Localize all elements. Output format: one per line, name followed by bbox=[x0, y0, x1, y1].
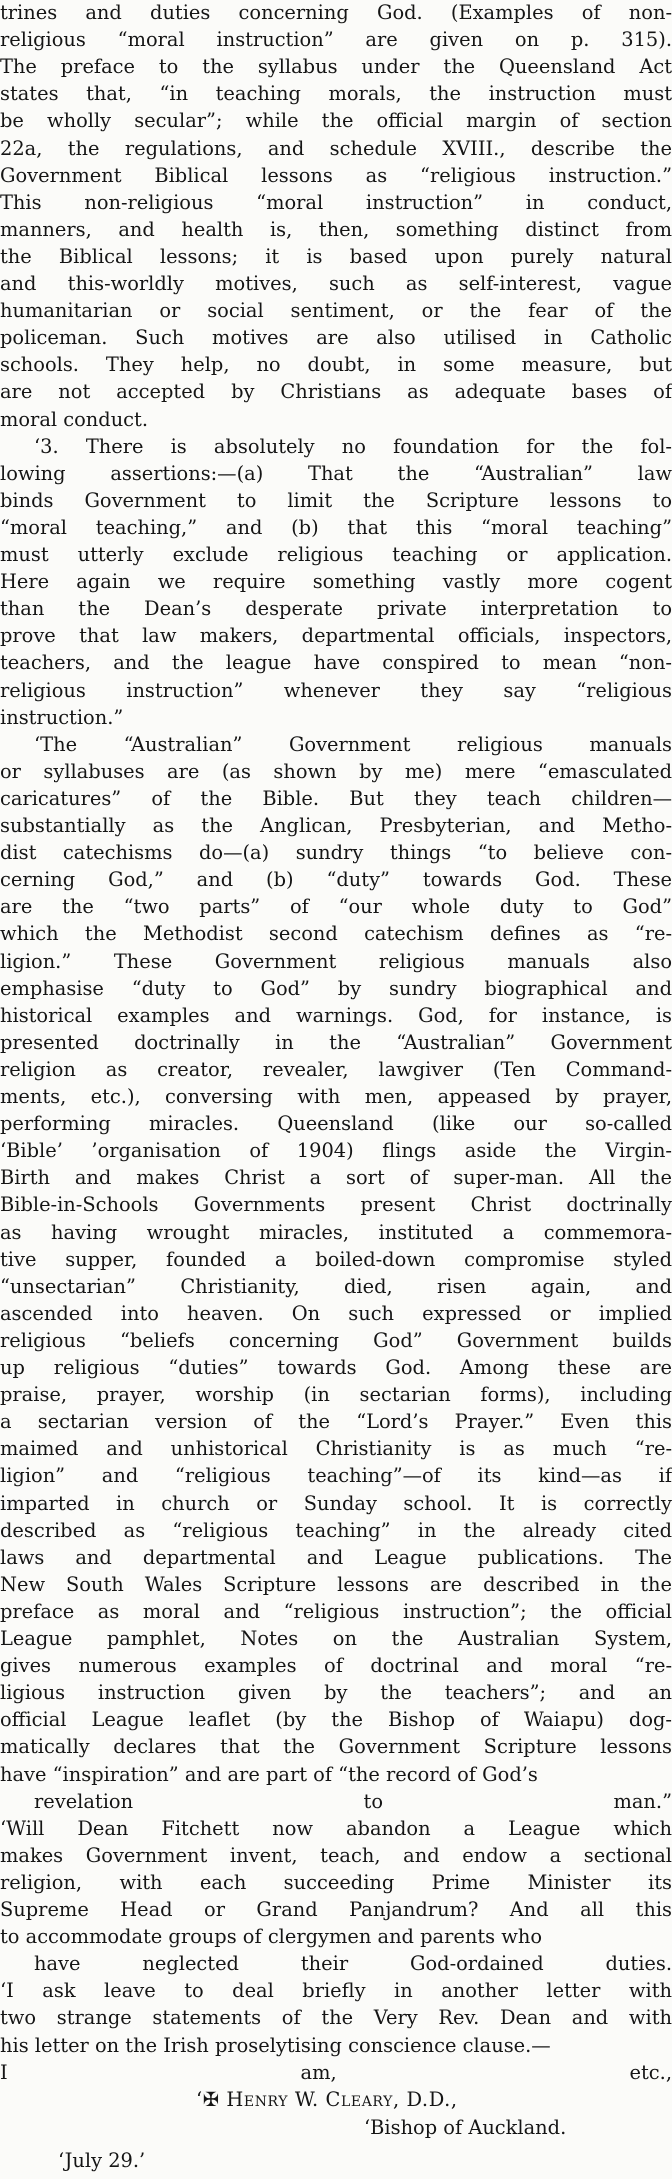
text-line: cerning God,” and (b) “duty” towards God. These bbox=[0, 868, 672, 892]
text-line: described as “religious teaching” in the already cited bbox=[0, 1518, 672, 1542]
text-line: must utterly exclude religious teaching or application. bbox=[0, 543, 672, 566]
text-line: “moral teaching,” and (b) that this “moral teaching” bbox=[0, 515, 672, 539]
text-line: tive supper, founded a boiled-down compromise styled bbox=[0, 1247, 672, 1271]
signature-title: ‘Bishop of Auckland. bbox=[364, 2116, 567, 2139]
text-line: I am, etc., bbox=[0, 2060, 672, 2084]
text-line: ligious instruction given by the teachers”; and an bbox=[0, 1681, 672, 1705]
text-line: manners, and health is, then, something distinct from bbox=[0, 217, 672, 241]
text-line: ‘3. There is absolutely no foundation for the fol- bbox=[34, 434, 672, 458]
text-line: moral conduct. bbox=[0, 407, 148, 431]
text-line: imparted in church or Sunday school. It is correctly bbox=[0, 1491, 672, 1515]
text-line: caricatures” of the Bible. But they teach children— bbox=[0, 786, 672, 810]
text-line: and this-worldly motives, such as self-interest, vague bbox=[0, 272, 672, 295]
text-line: matically declares that the Government Scripture lessons bbox=[0, 1735, 672, 1759]
text-line: his letter on the Irish proselytising conscience clause.— bbox=[0, 2033, 551, 2057]
text-line: gives numerous examples of doctrinal and moral “re- bbox=[0, 1654, 672, 1678]
text-line: instruction.” bbox=[0, 705, 124, 729]
text-line: Government Biblical lessons as “religious instruction.” bbox=[0, 163, 672, 187]
text-line: religion, with each succeeding Prime Minister its bbox=[0, 1870, 672, 1894]
text-line: teachers, and the league have conspired to mean “non- bbox=[0, 651, 672, 675]
text-line: Supreme Head or Grand Panjandrum? And all this bbox=[0, 1898, 672, 1921]
text-line: religion as creator, revealer, lawgiver (Ten Command- bbox=[0, 1057, 672, 1081]
text-line: are not accepted by Christians as adequate bases of bbox=[0, 380, 672, 404]
text-line: or syllabuses are (as shown by me) mere “emasculated bbox=[0, 759, 672, 783]
text-line: ligion.” These Government religious manuals also bbox=[0, 949, 672, 973]
text-line: two strange statements of the Very Rev. Dean and with bbox=[0, 2006, 672, 2030]
text-line: which the Methodist second catechism defines as “re- bbox=[0, 922, 672, 946]
text-line: League pamphlet, Notes on the Australian System, bbox=[0, 1627, 672, 1650]
text-line: ascended into heaven. On such expressed or implied bbox=[0, 1301, 672, 1325]
text-line: prove that law makers, departmental officials, inspectors, bbox=[0, 624, 672, 648]
text-line: schools. They help, no doubt, in some measure, but bbox=[0, 353, 672, 377]
text-line: than the Dean’s desperate private interpretation to bbox=[0, 597, 672, 621]
text-line: religious instruction” whenever they say “religious bbox=[0, 678, 672, 702]
text-line: emphasise “duty to God” by sundry biographical and bbox=[0, 976, 672, 1000]
text-line: The preface to the syllabus under the Queensland Act bbox=[0, 55, 672, 79]
text-line: humanitarian or social sentiment, or the fear of the bbox=[0, 299, 672, 323]
text-line: revelation to man.” bbox=[34, 1789, 672, 1813]
text-line: the Biblical lessons; it is based upon purely natural bbox=[0, 244, 672, 268]
text-line: lowing assertions:—(a) That the “Australian” law bbox=[0, 461, 672, 485]
text-line: “unsectarian” Christianity, died, risen again, and bbox=[0, 1274, 672, 1298]
text-line: trines and duties concerning God. (Examples of non- bbox=[0, 1, 672, 24]
text-line: Birth and makes Christ a sort of super-man. All the bbox=[0, 1166, 672, 1190]
text-line: binds Government to limit the Scripture lessons to bbox=[0, 488, 672, 512]
text-line: ligion” and “religious teaching”—of its kind—as if bbox=[0, 1464, 672, 1488]
text-line: ‘Bible’ ’organisation of 1904) flings aside the Virgin- bbox=[0, 1139, 672, 1163]
text-line: performing miracles. Queensland (like our so-called bbox=[0, 1112, 672, 1136]
text-line: This non-religious “moral instruction” in conduct, bbox=[0, 190, 672, 214]
text-line: preface as moral and “religious instruction”; the official bbox=[0, 1599, 672, 1623]
text-line: ‘The “Australian” Government religious manuals bbox=[34, 732, 672, 756]
text-line: ‘Will Dean Fitchett now abandon a League which bbox=[0, 1816, 672, 1840]
text-line: ments, etc.), conversing with men, appeased by prayer, bbox=[0, 1085, 672, 1108]
text-line: as having wrought miracles, instituted a commemora- bbox=[0, 1220, 672, 1244]
text-line: to accommodate groups of clergymen and parents who bbox=[0, 1925, 543, 1949]
text-line: Bible-in-Schools Governments present Christ doctrinally bbox=[0, 1193, 672, 1217]
text-line: maimed and unhistorical Christianity is as much “re- bbox=[0, 1437, 672, 1461]
text-line: presented doctrinally in the “Australian” Government bbox=[0, 1030, 672, 1054]
text-line: a sectarian version of the “Lord’s Prayer.” Even this bbox=[0, 1410, 672, 1434]
text-line: have neglected their God-ordained duties. bbox=[34, 1952, 672, 1976]
text-line: substantially as the Anglican, Presbyterian, and Metho- bbox=[0, 814, 672, 837]
date-line: ‘July 29.’ bbox=[58, 2149, 146, 2172]
text-line: makes Government invent, teach, and endow a sectional bbox=[0, 1843, 672, 1867]
text-line: up religious “duties” towards God. Among these are bbox=[0, 1356, 672, 1379]
text-line: praise, prayer, worship (in sectarian forms), including bbox=[0, 1383, 672, 1407]
text-line: laws and departmental and League publications. The bbox=[0, 1545, 672, 1569]
text-line: have “inspiration” and are part of “the record of God’s bbox=[0, 1762, 538, 1786]
text-line: policeman. Such motives are also utilised in Catholic bbox=[0, 326, 672, 350]
text-line: are the “two parts” of “our whole duty to God” bbox=[0, 895, 672, 919]
text-line: 22a, the regulations, and schedule XVIII., describe the bbox=[0, 136, 672, 160]
text-line: religious “moral instruction” are given on p. 315). bbox=[0, 28, 672, 52]
text-line: Here again we require something vastly more cogent bbox=[0, 570, 672, 594]
text-line: ‘I ask leave to deal briefly in another letter with bbox=[0, 1979, 672, 2003]
text-line: official League leaflet (by the Bishop of Waiapu) dog- bbox=[0, 1708, 672, 1732]
text-line: states that, “in teaching morals, the instruction must bbox=[0, 82, 672, 106]
text-line: historical examples and warnings. God, for instance, is bbox=[0, 1003, 672, 1027]
signature-name: ‘✠ Henry W. Cleary, D.D., bbox=[196, 2088, 458, 2111]
text-line: religious “beliefs concerning God” Government builds bbox=[0, 1328, 672, 1352]
text-line: be wholly secular”; while the official margin of section bbox=[0, 109, 672, 133]
text-line: dist catechisms do—(a) sundry things “to believe con- bbox=[0, 841, 672, 865]
text-line: New South Wales Scripture lessons are described in the bbox=[0, 1572, 672, 1596]
